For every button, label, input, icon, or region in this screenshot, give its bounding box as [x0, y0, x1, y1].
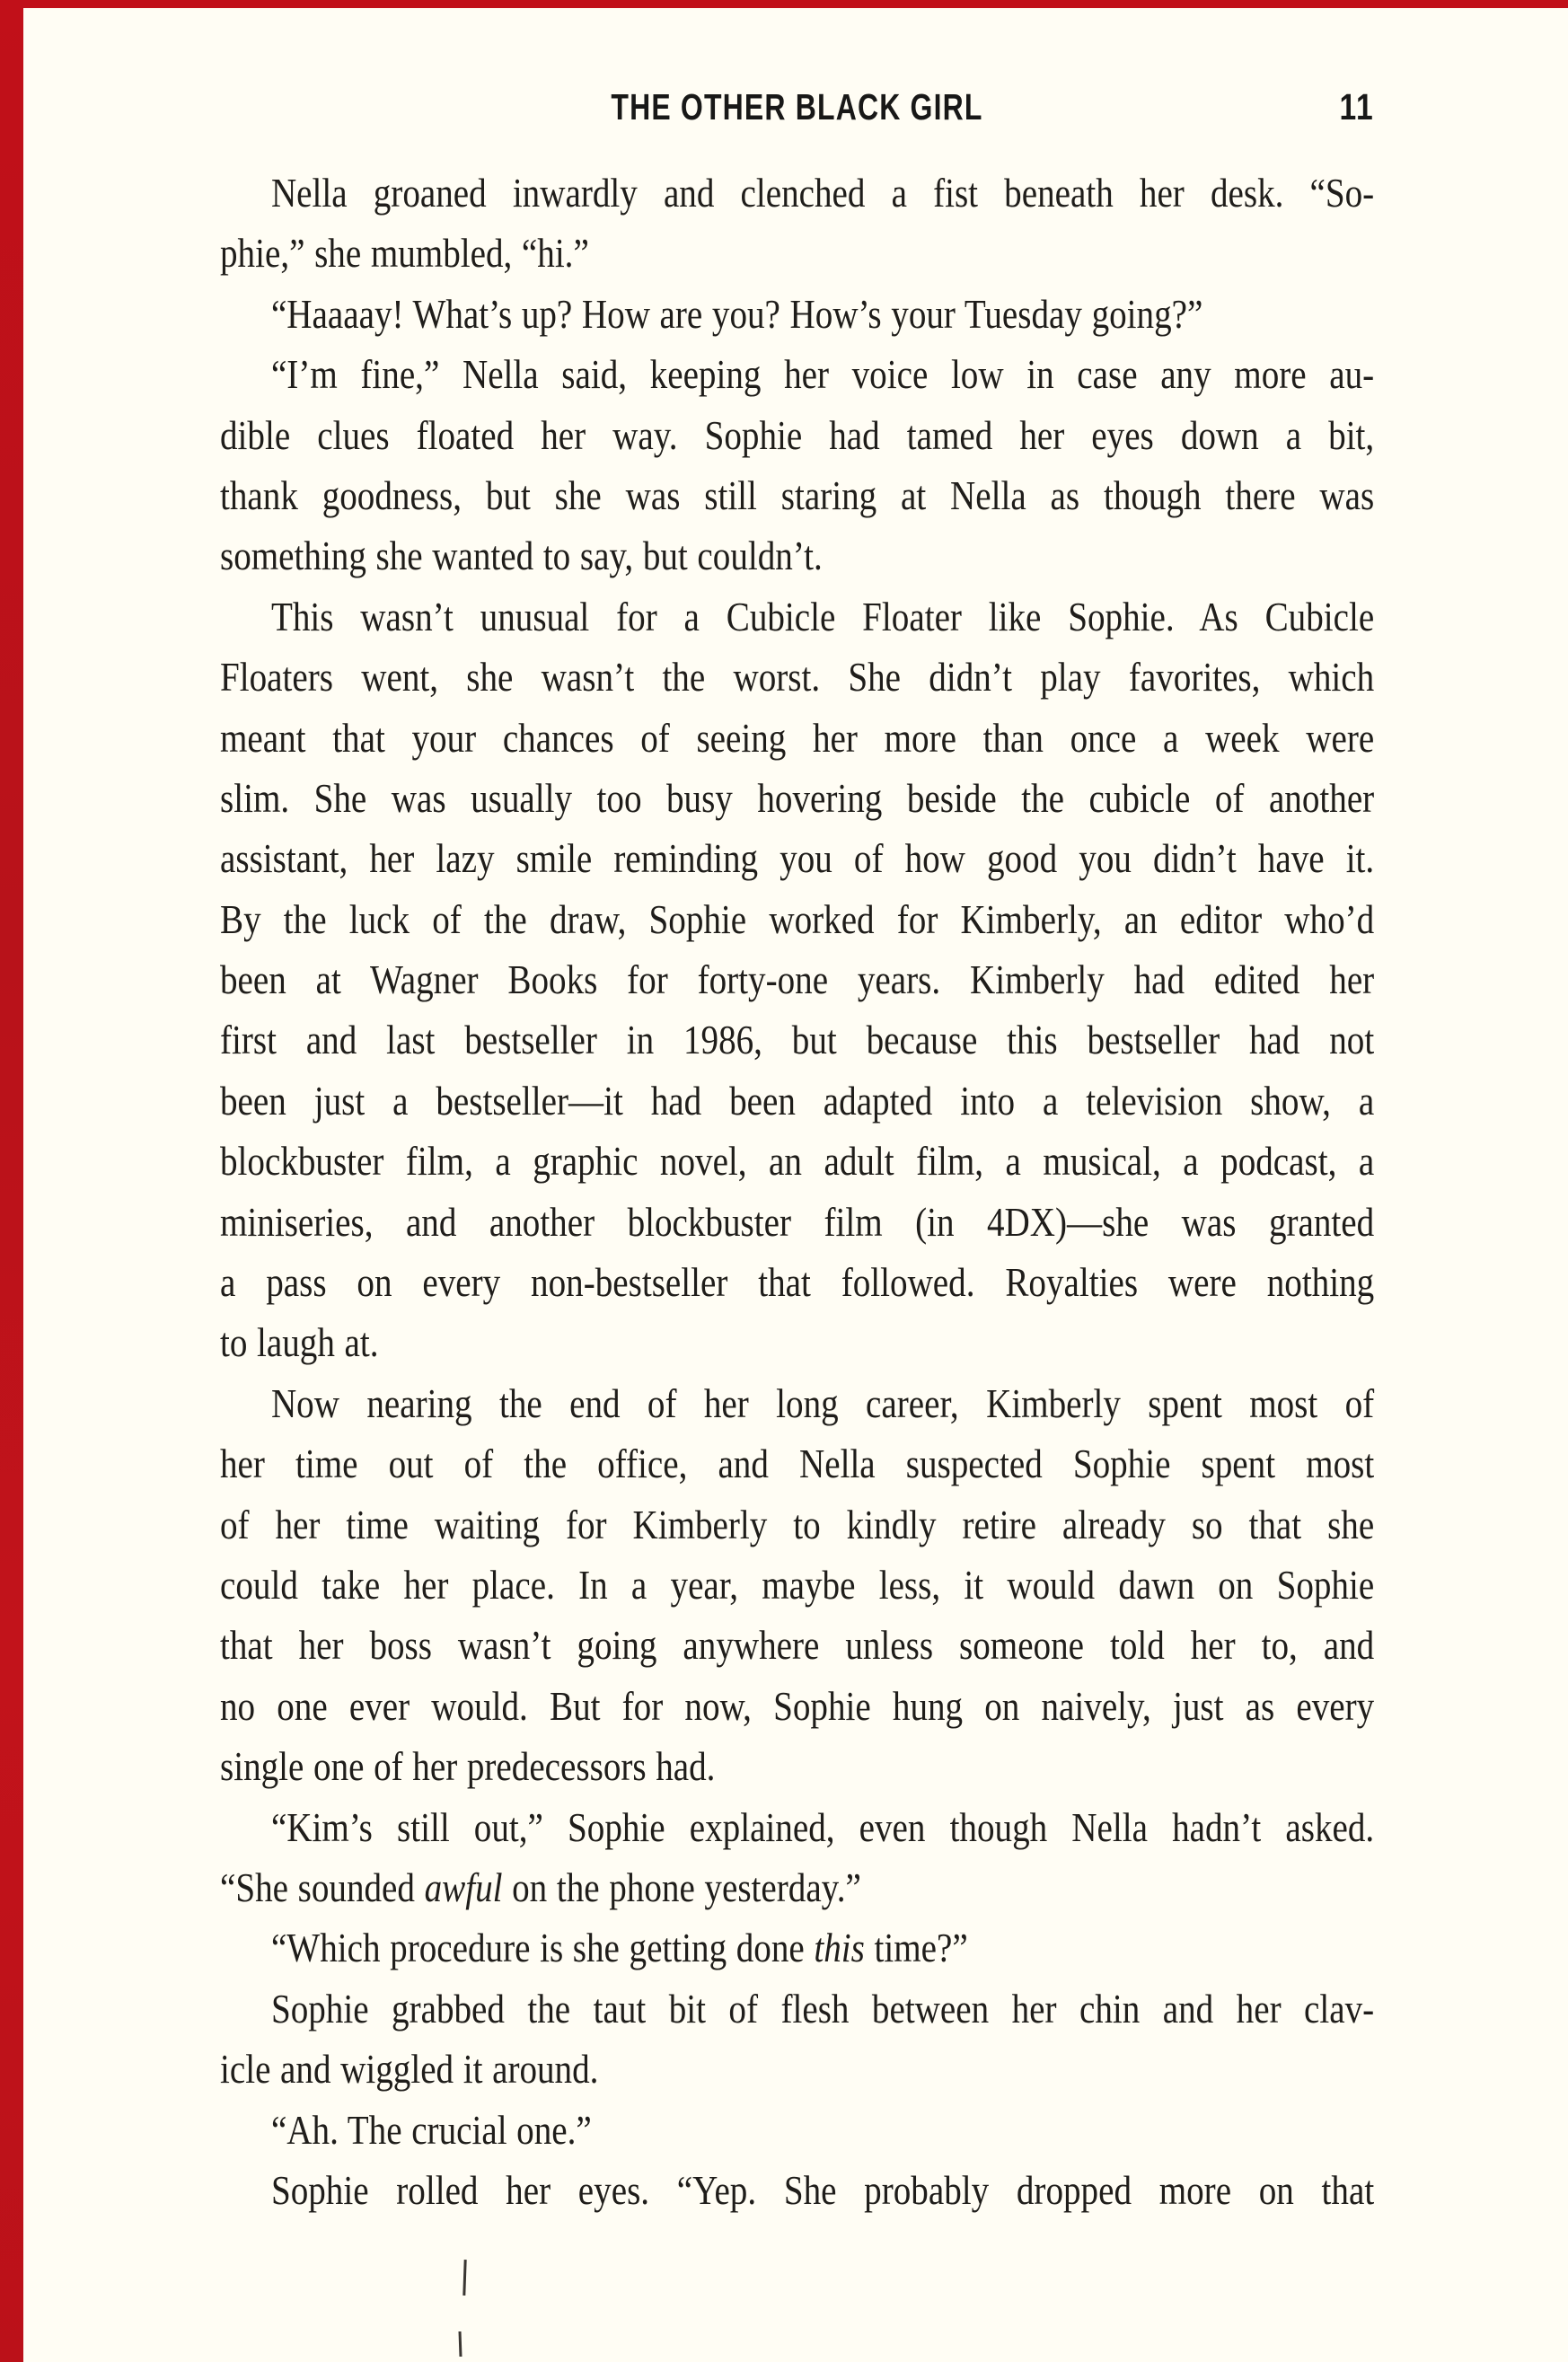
text-line: “Haaaay! What’s up? How are you? How’s your Tuesday going?” [270, 290, 1203, 337]
text-line: “I’m fine,” Nella said, keeping her voice low in case any more au- [270, 351, 1375, 398]
book-cover-red-edge-top [0, 0, 1568, 8]
page-number: 11 [1339, 86, 1374, 128]
text-line: single one of her predecessors had. [220, 1743, 716, 1790]
text-line: slim. She was usually too busy hovering beside the cubicle of another [220, 774, 1375, 821]
text-line: could take her place. In a year, maybe less, it would dawn on Sophie [220, 1561, 1375, 1608]
text-line: something she wanted to say, but couldn’t. [220, 533, 823, 579]
text-line: “She sounded awful on the phone yesterday.” [220, 1864, 861, 1910]
text-line: been just a bestseller—it had been adapted into a television show, a [220, 1077, 1375, 1124]
text-line: Now nearing the end of her long career, Kimberly spent most of [270, 1379, 1375, 1426]
book-title-running-head: THE OTHER BLACK GIRL [611, 86, 983, 128]
scan-artifact-tick [459, 2331, 462, 2357]
text-line: no one ever would. But for now, Sophie hung on naively, just as every [220, 1682, 1375, 1729]
text-line: first and last bestseller in 1986, but because this bestseller had not [220, 1017, 1375, 1063]
text-line: dible clues floated her way. Sophie had tamed her eyes down a bit, [220, 411, 1375, 458]
text-line: that her boss wasn’t going anywhere unless someone told her to, and [220, 1622, 1375, 1669]
running-header [220, 86, 1374, 128]
text-line: blockbuster film, a graphic novel, an adult film, a musical, a podcast, a [220, 1138, 1375, 1185]
text-line: assistant, her lazy smile reminding you of how good you didn’t have it. [220, 835, 1375, 882]
text-line: been at Wagner Books for forty-one years. Kimberly had edited her [220, 956, 1375, 1003]
text-line: of her time waiting for Kimberly to kindly retire already so that she [220, 1501, 1375, 1547]
text-line: a pass on every non-bestseller that followed. Royalties were nothing [220, 1259, 1375, 1306]
text-line: her time out of the office, and Nella suspected Sophie spent most [220, 1441, 1375, 1487]
text-line: “Ah. The crucial one.” [270, 2106, 592, 2153]
text-line: This wasn’t unusual for a Cubicle Floater like Sophie. As Cubicle [270, 593, 1375, 639]
text-line: “Which procedure is she getting done this time?” [270, 1925, 968, 1971]
text-line: Sophie rolled her eyes. “Yep. She probably dropped more on that [270, 2166, 1375, 2213]
book-cover-red-edge-left [0, 0, 23, 2362]
scan-artifact-tick [462, 2260, 466, 2296]
text-line: Sophie grabbed the taut bit of flesh between her chin and her clav- [270, 1985, 1375, 2031]
body-text-block [220, 163, 1568, 2220]
text-line: Nella groaned inwardly and clenched a fist beneath her desk. “So- [270, 170, 1375, 216]
text-line: meant that your chances of seeing her more than once a week were [220, 714, 1375, 761]
text-line: Floaters went, she wasn’t the worst. She didn’t play favorites, which [220, 654, 1375, 701]
text-line: icle and wiggled it around. [220, 2046, 599, 2093]
text-line: By the luck of the draw, Sophie worked for Kimberly, an editor who’d [220, 895, 1375, 942]
text-line: thank goodness, but she was still staring at Nella as though there was [220, 472, 1375, 518]
text-line: miniseries, and another blockbuster film (in 4DX)—she was granted [220, 1198, 1375, 1245]
text-line: to laugh at. [220, 1319, 379, 1366]
text-line: phie,” she mumbled, “hi.” [220, 230, 589, 277]
text-line: “Kim’s still out,” Sophie explained, even though Nella hadn’t asked. [270, 1803, 1375, 1850]
